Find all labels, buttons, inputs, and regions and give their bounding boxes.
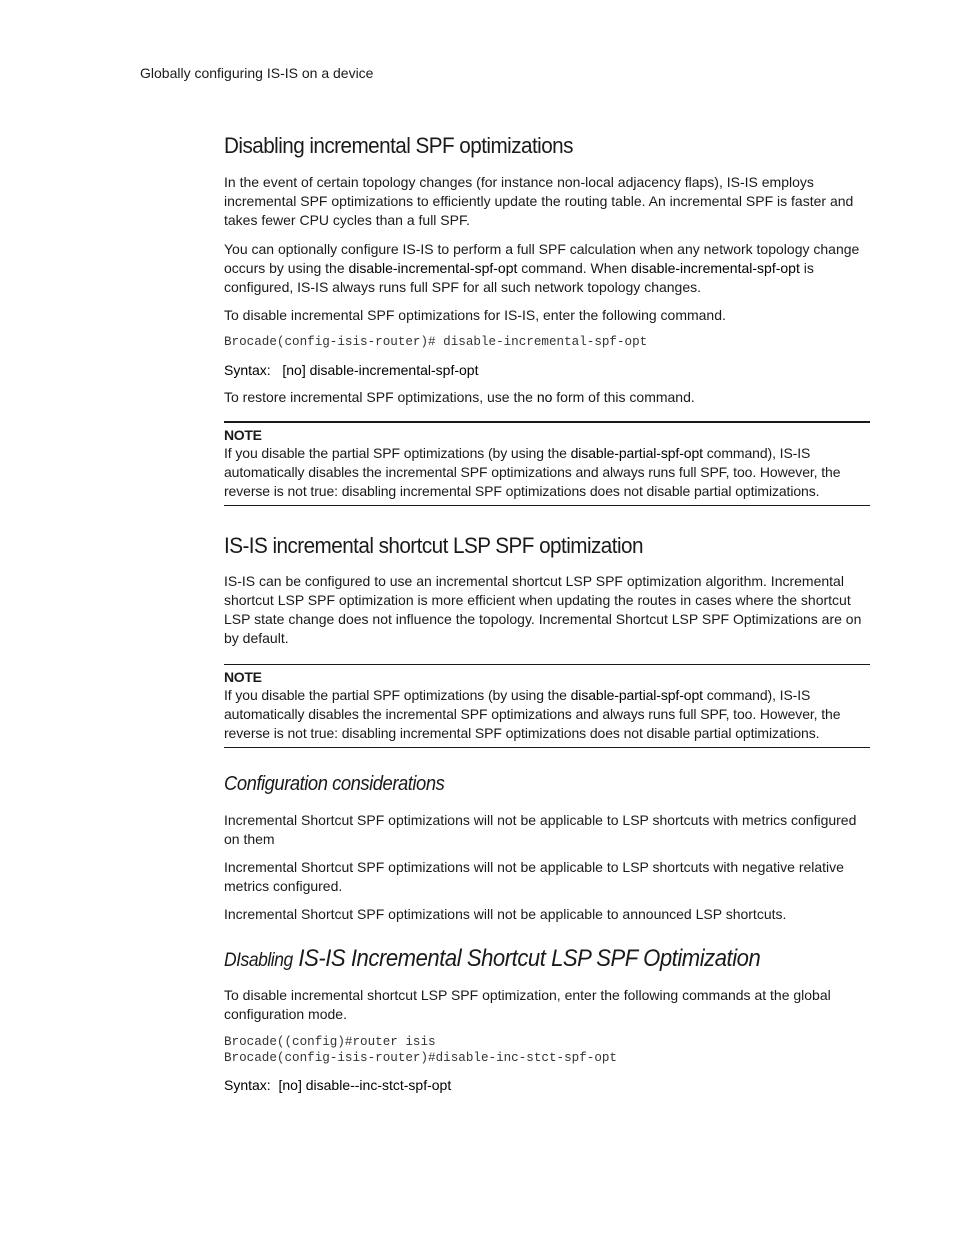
text-run: command), IS-IS automatically disables the incremental SPF optimizations and always runs full SPF, too. However, the reverse is not true: disabling incremental SPF optimizations does not disable partial optimizations. — [224, 445, 841, 499]
page-content — [224, 130, 870, 1095]
running-header: Globally configuring IS-IS on a device — [140, 65, 374, 81]
paragraph — [224, 388, 870, 407]
paragraph: Incremental Shortcut SPF optimizations will not be applicable to announced LSP shortcuts. — [224, 906, 787, 922]
paragraph: Incremental Shortcut SPF optimizations will not be applicable to LSP shortcuts with metrics configured on them — [224, 812, 857, 847]
code-line: Brocade(config-isis-router)#disable-inc-stct-spf-opt — [224, 1051, 617, 1065]
command-name: disable-partial-spf-opt — [570, 687, 703, 703]
subsection-title: Configuration considerations — [224, 773, 445, 795]
text-run: To restore incremental SPF optimizations, use the — [224, 389, 537, 405]
title-run: DIsabling — [224, 950, 293, 971]
section-title: IS-IS incremental shortcut LSP SPF optimization — [224, 533, 643, 558]
text-run: If you disable the partial SPF optimizations (by using the — [224, 445, 571, 461]
command-name: disable-incremental-spf-opt — [348, 260, 518, 276]
text-run: command. When — [517, 260, 631, 276]
title-run: IS-IS Incremental Shortcut LSP SPF Optimization — [292, 945, 761, 972]
text-run: is configured, IS-IS always runs full SPF for all such network topology changes. — [224, 260, 814, 295]
syntax-line — [224, 361, 870, 380]
syntax-label: Syntax: — [224, 362, 271, 378]
syntax-label: Syntax: — [224, 1077, 271, 1093]
text-run: form of this command. — [552, 389, 695, 405]
command-name: disable-incremental-spf-opt — [630, 260, 800, 276]
syntax-value: [no] — [278, 1077, 302, 1093]
syntax-line — [224, 1076, 870, 1095]
command-name: disable-partial-spf-opt — [570, 445, 703, 461]
text-run: command), IS-IS automatically disables the incremental SPF optimizations and always runs full SPF, too. However, the reverse is not true: disabling incremental SPF optimizations does not disable partial optimizations. — [224, 687, 841, 741]
paragraph: In the event of certain topology changes (for instance non-local adjacency flaps), IS-IS employs incremental SPF optimizations to efficiently update the routing table. An incremental SPF is faster and takes fewer CPU cycles than a full SPF. — [224, 174, 854, 228]
code-block: Brocade(config-isis-router)# disable-incremental-spf-opt — [224, 335, 648, 349]
note-box — [224, 664, 870, 748]
paragraph: To disable incremental shortcut LSP SPF optimization, enter the following commands at the global configuration mode. — [224, 987, 831, 1022]
paragraph: To disable incremental SPF optimizations for IS-IS, enter the following command. — [224, 307, 726, 323]
text-run: You can optionally configure IS-IS to perform a full SPF calculation when any network topology change occurs by using the — [224, 241, 860, 276]
note-label: NOTE — [224, 669, 262, 685]
code-line: Brocade((config)#router isis — [224, 1035, 436, 1049]
section-title: Disabling incremental SPF optimizations — [224, 133, 573, 158]
syntax-value: [no] disable-incremental-spf-opt — [282, 362, 479, 378]
syntax-value: disable--inc-stct-spf-opt — [301, 1077, 452, 1093]
command-name: no — [536, 389, 553, 405]
code-block — [224, 1034, 870, 1066]
text-run: If you disable the partial SPF optimizations (by using the — [224, 687, 571, 703]
paragraph — [224, 240, 870, 297]
subsection-title — [224, 942, 818, 976]
note-box — [224, 421, 870, 506]
note-text — [224, 686, 870, 743]
paragraph: Incremental Shortcut SPF optimizations will not be applicable to LSP shortcuts with negative relative metrics configured. — [224, 859, 844, 894]
note-label: NOTE — [224, 427, 262, 443]
note-text — [224, 444, 870, 501]
paragraph: IS-IS can be configured to use an incremental shortcut LSP SPF optimization algorithm. Incremental shortcut LSP SPF optimization is more efficient when updating the routes in cases where the shortcut LSP state change does not influence the topology. Incremental Shortcut LSP SPF Optimizations are on by default. — [224, 573, 862, 646]
